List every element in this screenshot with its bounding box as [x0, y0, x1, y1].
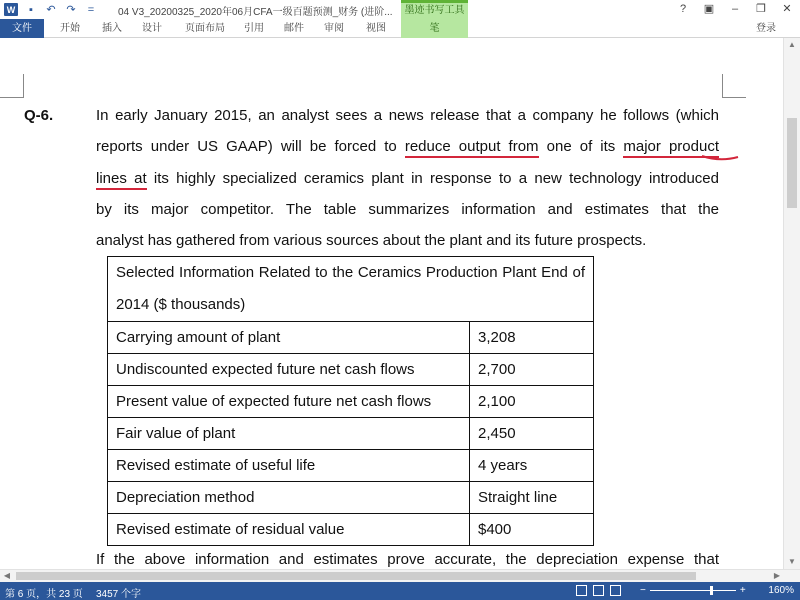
paragraph-line: [96, 163, 719, 194]
window-controls: [670, 0, 800, 19]
text-run: one of its: [538, 138, 624, 156]
question-label: Q-6.: [24, 107, 54, 124]
paragraph-line: [96, 131, 719, 162]
paragraph-line: [96, 225, 719, 256]
print-layout-icon[interactable]: [593, 585, 604, 596]
horizontal-scroll-thumb[interactable]: [16, 572, 696, 580]
tab-mailings[interactable]: 邮件: [284, 23, 304, 34]
text-run: In early January 2015, an analyst sees a news release that a company he follows (which: [96, 107, 719, 124]
tab-pen[interactable]: 笔: [401, 19, 468, 38]
table-cell-value: 2,100: [470, 386, 594, 418]
table-row: [108, 322, 594, 354]
ink-underline-reduce-output: reduce output from: [405, 138, 539, 158]
zoom-slider[interactable]: [650, 590, 736, 591]
margin-corner-mark-left: [0, 74, 24, 98]
web-layout-icon[interactable]: [610, 585, 621, 596]
qat-customize-button[interactable]: =: [87, 3, 95, 16]
scroll-left-icon[interactable]: ◀: [3, 571, 11, 580]
view-switcher: [576, 585, 621, 596]
tab-view[interactable]: 视图: [366, 23, 386, 34]
close-button[interactable]: ✕: [782, 3, 792, 15]
vertical-scrollbar[interactable]: [783, 38, 800, 569]
table-row: [108, 450, 594, 482]
tab-design[interactable]: 设计: [142, 23, 162, 34]
question-followup-line: If the above information and estimates prove accurate, the depreciation expense that: [96, 551, 719, 568]
undo-icon[interactable]: ↶: [46, 4, 56, 16]
table-row: [108, 386, 594, 418]
table-cell-value: Straight line: [470, 482, 594, 514]
minimize-button[interactable]: –: [731, 3, 739, 15]
table-cell-label: Revised estimate of useful life: [108, 450, 470, 482]
tab-home[interactable]: 开始: [60, 23, 80, 34]
title-bar: [0, 0, 800, 19]
read-mode-icon[interactable]: [576, 585, 587, 596]
table-cell-value: 2,450: [470, 418, 594, 450]
tab-file[interactable]: 文件: [0, 19, 44, 38]
text-run: reports under US GAAP) will be forced to: [96, 138, 405, 156]
question-paragraph: [96, 100, 719, 256]
scroll-up-icon[interactable]: ▲: [788, 40, 796, 49]
sign-in-link[interactable]: 登录: [756, 23, 776, 34]
table-row: [108, 514, 594, 546]
table-cell-value: $400: [470, 514, 594, 546]
table-row: [108, 354, 594, 386]
table-cell-value: 3,208: [470, 322, 594, 354]
ink-underline-lines-at: lines at: [96, 170, 147, 190]
tab-insert[interactable]: 插入: [102, 23, 122, 34]
zoom-in-button[interactable]: +: [739, 585, 746, 596]
word-app-icon[interactable]: W: [4, 3, 18, 16]
document-title: 04 V3_20200325_2020年06月CFA一级百题预测_财务 (进阶...: [118, 7, 393, 18]
tab-page-layout[interactable]: 页面布局: [185, 23, 225, 34]
scroll-down-icon[interactable]: ▼: [788, 557, 796, 566]
page-count-status[interactable]: 第 6 页，共 23 页: [5, 589, 83, 600]
zoom-out-button[interactable]: −: [640, 585, 646, 596]
table-cell-label: Undiscounted expected future net cash flows: [108, 354, 470, 386]
table-cell-value: 2,700: [470, 354, 594, 386]
tab-references[interactable]: 引用: [244, 23, 264, 34]
ink-underline-major-product: major product: [623, 138, 719, 158]
vertical-scroll-thumb[interactable]: [787, 118, 797, 208]
paragraph-line: [96, 194, 719, 225]
table-header-cell: Selected Information Related to the Ceramics Production Plant End of 2014 ($ thousands): [108, 257, 594, 322]
tab-review[interactable]: 审阅: [324, 23, 344, 34]
paragraph-line: [96, 100, 719, 131]
context-tab-group-label: 墨迹书写工具: [401, 0, 468, 19]
table-cell-label: Carrying amount of plant: [108, 322, 470, 354]
maximize-button[interactable]: ❐: [756, 3, 766, 15]
redo-icon[interactable]: ↷: [66, 4, 76, 16]
table-row: [108, 418, 594, 450]
zoom-level[interactable]: 160%: [768, 585, 794, 596]
ribbon-tabs: [0, 19, 800, 38]
plant-info-table: [107, 256, 594, 546]
word-count-status[interactable]: 3457 个字: [96, 589, 142, 600]
table-cell-label: Fair value of plant: [108, 418, 470, 450]
quick-access-toolbar: [0, 3, 98, 16]
table-cell-label: Depreciation method: [108, 482, 470, 514]
text-run: by its major competitor. The table summarizes information and estimates that the: [96, 200, 719, 218]
ribbon-display-options-button[interactable]: ▣: [703, 3, 715, 15]
zoom-control: [640, 585, 746, 596]
horizontal-scrollbar[interactable]: [0, 569, 800, 582]
status-bar: [0, 582, 800, 600]
zoom-slider-knob[interactable]: [710, 586, 713, 595]
table-cell-value: 4 years: [470, 450, 594, 482]
text-run: analyst has gathered from various sources about the plant and its future prospects.: [96, 232, 647, 250]
table-row: [108, 482, 594, 514]
scroll-right-icon[interactable]: ▶: [773, 571, 781, 580]
table-cell-label: Revised estimate of residual value: [108, 514, 470, 546]
table-header-row: [108, 257, 594, 322]
table-cell-label: Present value of expected future net cash flows: [108, 386, 470, 418]
help-button[interactable]: ?: [679, 3, 687, 15]
margin-corner-mark-right: [722, 74, 746, 98]
text-run: its highly specialized ceramics plant in response to a new technology introduced: [146, 169, 719, 187]
save-icon[interactable]: ▪: [29, 3, 33, 16]
